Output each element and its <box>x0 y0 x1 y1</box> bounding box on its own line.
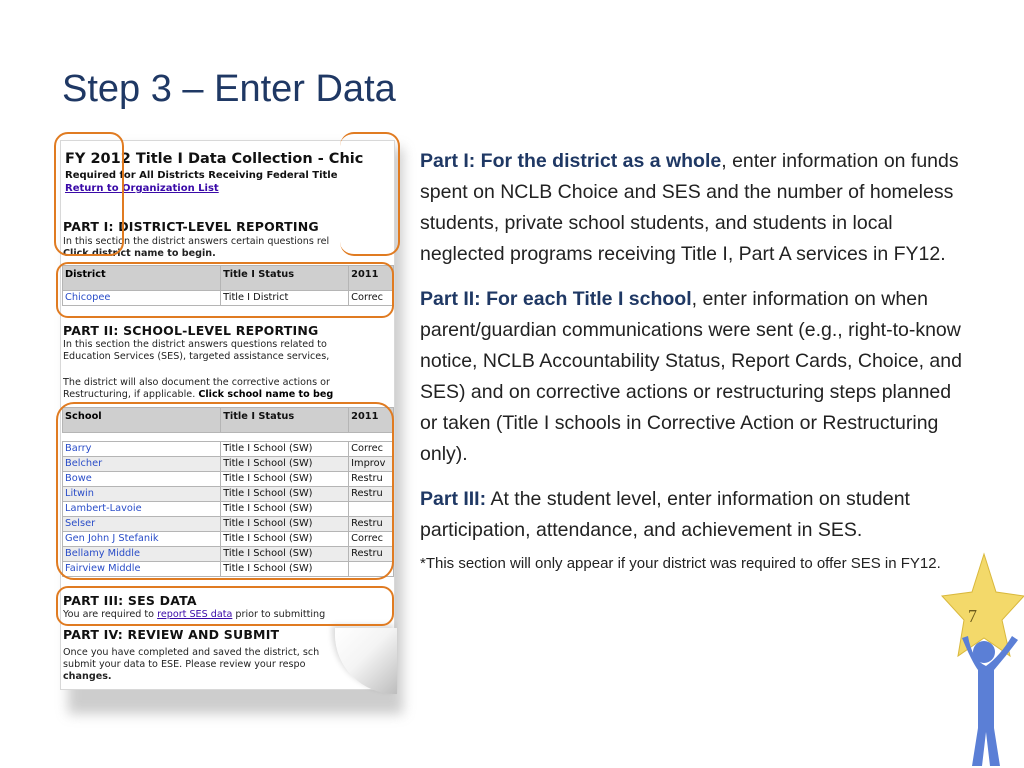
part4-desc3: changes. <box>63 671 112 682</box>
col-district: District <box>63 266 221 291</box>
status-cell: Title I School (SW) <box>221 547 349 562</box>
status-cell: Title I School (SW) <box>221 457 349 472</box>
status-cell: Title I School (SW) <box>221 442 349 457</box>
part2-desc1: In this section the district answers questions related to <box>63 339 327 350</box>
paragraph-part2 <box>420 284 968 470</box>
part3-desc-post: prior to submitting <box>235 609 326 620</box>
part2-desc4-text: Restructuring, if applicable. <box>63 389 196 400</box>
school-link[interactable]: Barry <box>63 442 221 457</box>
part3-text: At the student level, enter information on student participation, attendance, and achievement in SES. <box>420 488 910 541</box>
highlight-part1 <box>56 262 394 318</box>
part2-desc3: The district will also document the corrective actions or <box>63 377 330 388</box>
col-status: Title I Status <box>221 266 349 291</box>
col-status: Title I Status <box>221 408 349 433</box>
highlight-title-left <box>54 132 124 256</box>
body-text <box>420 146 968 590</box>
report-ses-link[interactable]: report SES data <box>157 609 233 620</box>
status-cell: Title I District <box>221 291 349 306</box>
district-link[interactable]: Chicopee <box>63 291 221 306</box>
star-figure-icon <box>928 552 1024 768</box>
paragraph-part1 <box>420 146 968 270</box>
col-2011: 2011 <box>349 266 394 291</box>
col-school: School <box>63 408 221 433</box>
status-2011-cell: Correc <box>349 442 394 457</box>
part1-heading: PART I: DISTRICT-LEVEL REPORTING <box>63 219 319 234</box>
col-2011: 2011 <box>349 408 394 433</box>
status-2011-cell: Restru <box>349 472 394 487</box>
status-2011-cell: Restru <box>349 517 394 532</box>
part3-heading: PART III: SES DATA <box>63 593 197 608</box>
highlight-part3 <box>56 586 394 626</box>
status-cell: Title I School (SW) <box>221 472 349 487</box>
school-link[interactable]: Bowe <box>63 472 221 487</box>
status-cell: Title I School (SW) <box>221 487 349 502</box>
highlight-part2 <box>56 402 394 580</box>
school-link[interactable]: Litwin <box>63 487 221 502</box>
school-link[interactable]: Gen John J Stefanik <box>63 532 221 547</box>
part4-desc1: Once you have completed and saved the district, sch <box>63 647 320 658</box>
screenshot-title: FY 2012 Title I Data Collection - Chic <box>65 151 364 167</box>
part1-instruction: Click district name to begin. <box>63 248 216 259</box>
part1-text: , enter information on funds spent on NCLB Choice and SES and the number of homeless students, private school students, and students in local neglected programs receiving Title I, Part A services in FY12. <box>420 150 959 265</box>
paragraph-part3 <box>420 484 968 546</box>
highlight-title-right <box>340 132 400 256</box>
status-cell: Title I School (SW) <box>221 532 349 547</box>
part2-heading: PART II: SCHOOL-LEVEL REPORTING <box>63 323 319 338</box>
part1-desc: In this section the district answers certain questions rel <box>63 236 330 247</box>
school-link[interactable]: Selser <box>63 517 221 532</box>
status-2011-cell: Improv <box>349 457 394 472</box>
status-2011-cell: Correc <box>349 532 394 547</box>
status-2011-cell: Correc <box>349 291 394 306</box>
part1-lead: Part I: For the district as a whole <box>420 150 722 172</box>
part2-desc2: Education Services (SES), targeted assistance services, <box>63 351 330 362</box>
status-cell: Title I School (SW) <box>221 517 349 532</box>
part4-desc2: submit your data to ESE. Please review your respo <box>63 659 306 670</box>
part2-lead: Part II: For each Title I school <box>420 288 692 310</box>
status-2011-cell: Restru <box>349 547 394 562</box>
part4-heading: PART IV: REVIEW AND SUBMIT <box>63 627 280 642</box>
school-link[interactable]: Bellamy Middle <box>63 547 221 562</box>
part3-lead: Part III: <box>420 488 487 510</box>
page-number: 7 <box>968 606 977 626</box>
school-link[interactable]: Belcher <box>63 457 221 472</box>
part2-desc4 <box>63 389 333 401</box>
status-2011-cell: Restru <box>349 487 394 502</box>
status-cell: Title I School (SW) <box>221 502 349 517</box>
part3-desc-pre: You are required to <box>63 609 155 620</box>
footnote: *This section will only appear if your district was required to offer SES in FY12. <box>420 555 941 572</box>
required-note: Required for All Districts Receiving Federal Title <box>65 170 338 181</box>
part2-text: , enter information on when parent/guardian communications were sent (e.g., right-to-know notice, NCLB Accountability Status, Report Cards, Choice, and SES) and on corrective actions or restructuring steps planned or taken (Title I schools in Corrective Action or Restructuring only). <box>420 288 962 465</box>
school-link[interactable]: Fairview Middle <box>63 562 221 577</box>
part2-instruction: Click school name to beg <box>198 389 334 400</box>
status-cell: Title I School (SW) <box>221 562 349 577</box>
slide-title: Step 3 – Enter Data <box>62 68 396 110</box>
school-link[interactable]: Lambert-Lavoie <box>63 502 221 517</box>
return-link[interactable]: Return to Organization List <box>65 183 219 194</box>
